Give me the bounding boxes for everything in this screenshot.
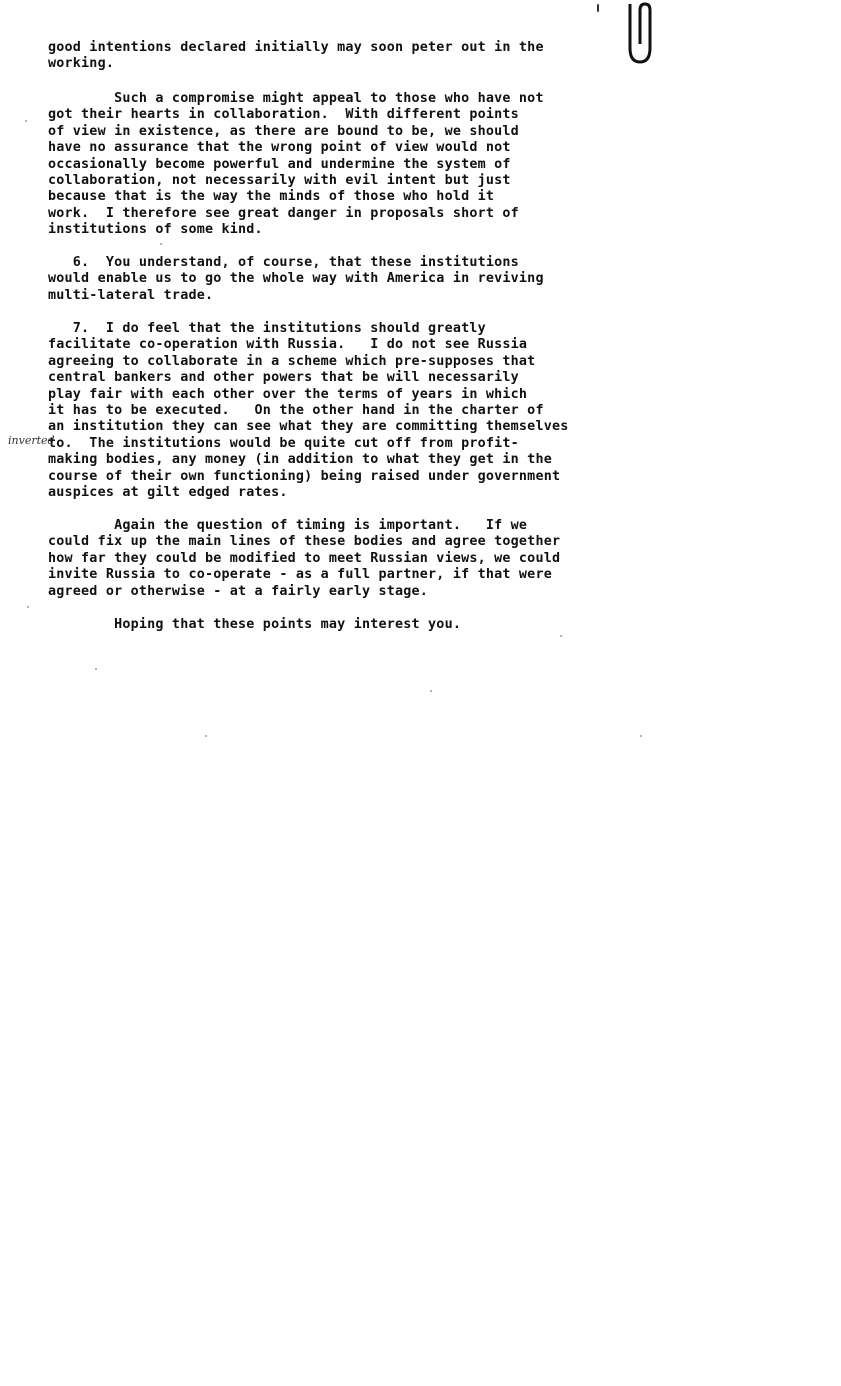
text-line: 6. You understand, of course, that these institutions: [48, 255, 519, 270]
paragraph-6: [48, 617, 461, 633]
text-line: how far they could be modified to meet Russian views, we could: [48, 550, 561, 566]
margin-annotation: inverted: [8, 434, 55, 447]
text-line: agreed or otherwise - at a fairly early stage.: [48, 583, 429, 599]
scan-speck: [25, 120, 27, 122]
scan-speck: [205, 735, 207, 737]
scan-speck: [27, 606, 29, 608]
paragraph-2: [48, 91, 544, 239]
scan-speck: [95, 668, 97, 670]
text-line: it has to be executed. On the other hand in the charter of: [48, 403, 544, 419]
text-line: auspices at gilt edged rates.: [48, 485, 288, 501]
text-line: 7. I do feel that the institutions should greatly: [48, 321, 486, 336]
text-line: Such a compromise might appeal to those who have not: [48, 91, 544, 106]
text-line: an institution they can see what they are committing themselves: [48, 419, 569, 435]
text-line: multi-lateral trade.: [48, 287, 214, 303]
text-line: invite Russia to co-operate - as a full partner, if that were: [48, 567, 552, 583]
text-line: got their hearts in collaboration. With different points: [48, 107, 519, 123]
text-line: good intentions declared initially may soon peter out in the: [48, 40, 544, 55]
text-line: course of their own functioning) being raised under government: [48, 468, 561, 484]
text-line: could fix up the main lines of these bodies and agree together: [48, 534, 561, 550]
text-line: collaboration, not necessarily with evil intent but just: [48, 173, 511, 189]
text-line: to. The institutions would be quite cut off from profit-: [48, 435, 519, 451]
text-line: institutions of some kind.: [48, 222, 263, 238]
text-line: would enable us to go the whole way with America in reviving: [48, 271, 544, 287]
text-line: occasionally become powerful and undermine the system of: [48, 156, 511, 172]
text-line: facilitate co-operation with Russia. I do not see Russia: [48, 337, 528, 353]
text-line: play fair with each other over the terms of years in which: [48, 386, 528, 402]
text-line: central bankers and other powers that be will necessarily: [48, 370, 519, 386]
text-line: of view in existence, as there are bound to be, we should: [48, 123, 519, 139]
paperclip-icon: [620, 0, 660, 70]
text-line: Hoping that these points may interest you.: [48, 617, 462, 632]
text-line: have no assurance that the wrong point of view would not: [48, 140, 511, 156]
paragraph-5: [48, 518, 560, 600]
scan-mark: [597, 4, 599, 12]
text-line: Again the question of timing is important. If we: [48, 518, 528, 533]
scan-speck: [640, 735, 642, 737]
paragraph-1: [48, 40, 544, 73]
scan-speck: [560, 635, 562, 637]
scan-speck: [160, 243, 162, 245]
text-line: because that is the way the minds of those who hold it: [48, 189, 495, 205]
paragraph-3: [48, 255, 544, 304]
text-line: agreeing to collaborate in a scheme which pre-supposes that: [48, 353, 536, 369]
text-line: making bodies, any money (in addition to what they get in the: [48, 452, 552, 468]
paragraph-4: [48, 321, 569, 501]
text-line: working.: [48, 56, 115, 72]
scan-speck: [430, 690, 432, 692]
text-line: work. I therefore see great danger in proposals short of: [48, 205, 519, 221]
